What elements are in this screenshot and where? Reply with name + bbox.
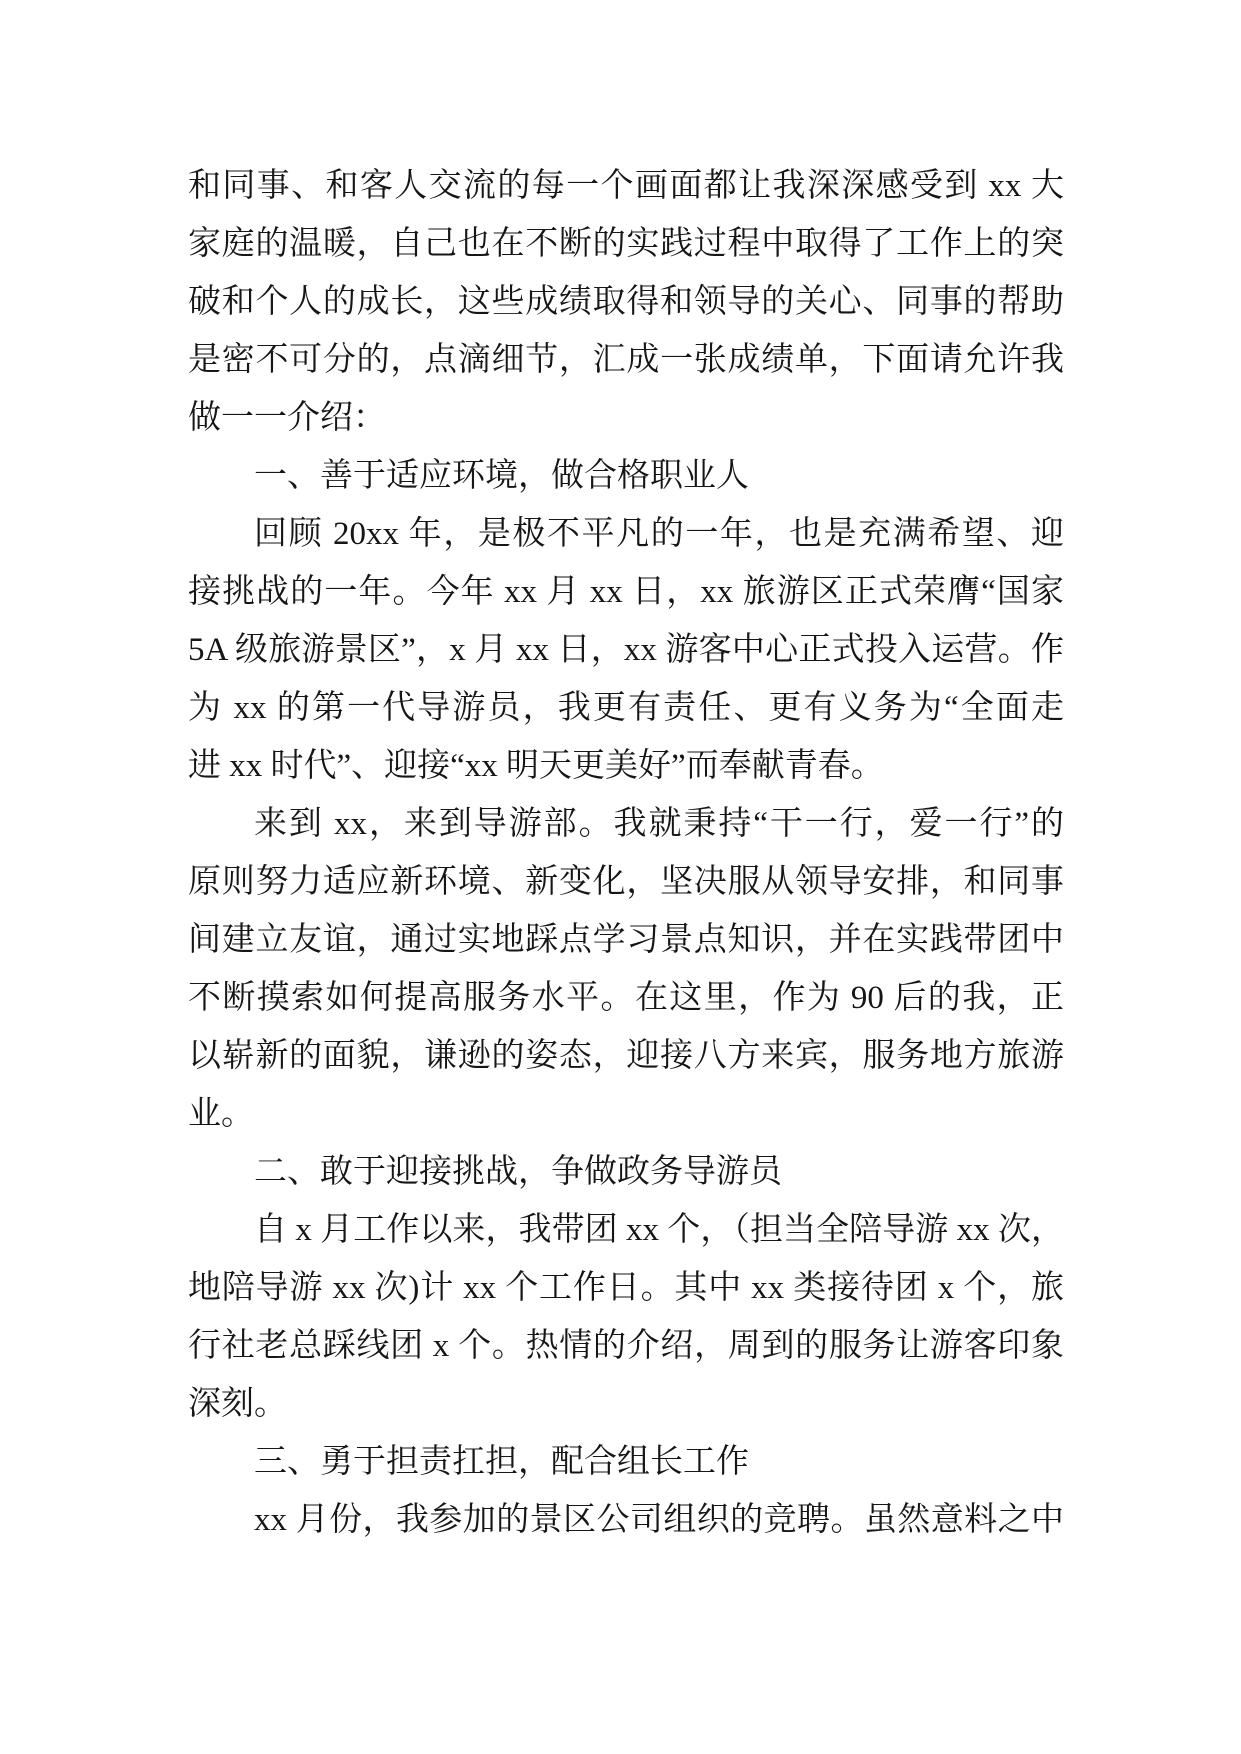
text-line: 自 x 月工作以来，我带团 xx 个，（担当全陪导游 xx 次， (254, 1212, 1064, 1248)
text-line: 三、勇于担责扛担，配合组长工作 (254, 1444, 749, 1480)
text-line: 业。 (188, 1096, 254, 1132)
text-line: 破和个人的成长，这些成绩取得和领导的关心、同事的帮助 (188, 284, 1064, 320)
text-line: 进 xx 时代”、迎接“xx 明天更美好”而奉献青春。 (188, 748, 884, 784)
text-line: 以崭新的面貌，谦逊的姿态，迎接八方来宾，服务地方旅游 (188, 1038, 1064, 1074)
text-line: 和同事、和客人交流的每一个画面都让我深深感受到 xx 大 (188, 168, 1064, 204)
text-line: 接挑战的一年。今年 xx 月 xx 日，xx 旅游区正式荣膺“国家 (188, 574, 1064, 610)
text-line: 一、善于适应环境，做合格职业人 (254, 458, 749, 494)
text-line: 二、敢于迎接挑战，争做政务导游员 (254, 1154, 782, 1190)
text-line: xx 月份，我参加的景区公司组织的竞聘。虽然意料之中 (254, 1502, 1064, 1538)
text-line: 地陪导游 xx 次)计 xx 个工作日。其中 xx 类接待团 x 个，旅 (188, 1270, 1064, 1306)
text-line: 行社老总踩线团 x 个。热情的介绍，周到的服务让游客印象 (188, 1328, 1064, 1364)
text-line: 不断摸索如何提高服务水平。在这里，作为 90 后的我，正 (188, 980, 1064, 1016)
text-line: 是密不可分的，点滴细节，汇成一张成绩单，下面请允许我 (188, 342, 1064, 378)
text-line: 做一一介绍： (188, 400, 386, 436)
text-line: 为 xx 的第一代导游员，我更有责任、更有义务为“全面走 (188, 690, 1064, 726)
text-line: 家庭的温暖，自己也在不断的实践过程中取得了工作上的突 (188, 226, 1064, 262)
text-line: 来到 xx，来到导游部。我就秉持“干一行，爱一行”的 (254, 806, 1064, 842)
text-line: 间建立友谊，通过实地踩点学习景点知识，并在实践带团中 (188, 922, 1064, 958)
text-line: 回顾 20xx 年，是极不平凡的一年，也是充满希望、迎 (254, 516, 1064, 552)
document-body (188, 157, 1064, 1549)
text-line: 5A 级旅游景区”，x 月 xx 日，xx 游客中心正式投入运营。作 (188, 632, 1064, 668)
text-line: 深刻。 (188, 1386, 287, 1422)
text-line: 原则努力适应新环境、新变化，坚决服从领导安排，和同事 (188, 864, 1064, 900)
